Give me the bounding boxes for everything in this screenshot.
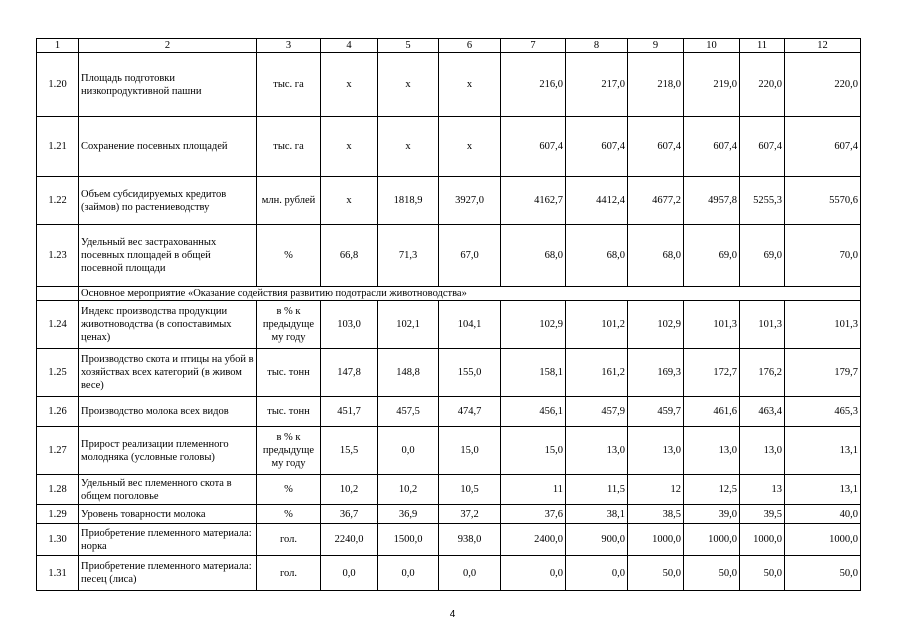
column-number-header: 8	[566, 39, 628, 53]
value-cell: 13,1	[785, 475, 861, 505]
table-row	[37, 117, 861, 177]
value-cell: 68,0	[628, 225, 684, 287]
value-cell: 0,0	[321, 556, 378, 591]
value-cell: 50,0	[628, 556, 684, 591]
value-cell: 938,0	[439, 524, 501, 556]
column-number-header: 3	[257, 39, 321, 53]
indicator-name: Производство скота и птицы на убой в хозяйствах всех категорий (в живом весе)	[79, 349, 257, 397]
table-row	[37, 475, 861, 505]
value-cell: 161,2	[566, 349, 628, 397]
value-cell: 459,7	[628, 397, 684, 427]
column-number-header: 2	[79, 39, 257, 53]
value-cell: 217,0	[566, 53, 628, 117]
value-cell: 103,0	[321, 301, 378, 349]
indicator-name: Объем субсидируемых кредитов (займов) по растениеводству	[79, 177, 257, 225]
value-cell: 465,3	[785, 397, 861, 427]
value-cell: 607,4	[740, 117, 785, 177]
value-cell: 179,7	[785, 349, 861, 397]
value-cell: 461,6	[684, 397, 740, 427]
value-cell: 15,0	[439, 427, 501, 475]
value-cell: 220,0	[785, 53, 861, 117]
table-row	[37, 427, 861, 475]
section-row	[37, 287, 861, 301]
indicator-name: Площадь подготовки низкопродуктивной пашни	[79, 53, 257, 117]
indicator-name: Индекс производства продукции животноводства (в сопоставимых ценах)	[79, 301, 257, 349]
row-number: 1.31	[37, 556, 79, 591]
value-cell: 101,3	[740, 301, 785, 349]
column-number-header: 11	[740, 39, 785, 53]
value-cell: 2400,0	[501, 524, 566, 556]
value-cell: 37,6	[501, 505, 566, 524]
value-cell: 50,0	[740, 556, 785, 591]
value-cell: 39,0	[684, 505, 740, 524]
value-cell: 68,0	[566, 225, 628, 287]
value-cell: 10,2	[321, 475, 378, 505]
value-cell: 0,0	[501, 556, 566, 591]
value-cell: 12	[628, 475, 684, 505]
value-cell: 15,0	[501, 427, 566, 475]
unit-cell: гол.	[257, 524, 321, 556]
column-number-row	[37, 39, 861, 53]
value-cell: 0,0	[439, 556, 501, 591]
value-cell: 13	[740, 475, 785, 505]
unit-cell: %	[257, 505, 321, 524]
unit-cell: млн. рублей	[257, 177, 321, 225]
value-cell: 155,0	[439, 349, 501, 397]
row-number: 1.29	[37, 505, 79, 524]
row-number: 1.30	[37, 524, 79, 556]
value-cell: 176,2	[740, 349, 785, 397]
value-cell: 148,8	[378, 349, 439, 397]
value-cell: 69,0	[740, 225, 785, 287]
value-cell: x	[378, 117, 439, 177]
table-row	[37, 349, 861, 397]
value-cell: x	[439, 117, 501, 177]
indicator-name: Сохранение посевных площадей	[79, 117, 257, 177]
unit-cell: тыс. тонн	[257, 349, 321, 397]
value-cell: 1000,0	[740, 524, 785, 556]
table-row	[37, 556, 861, 591]
unit-cell: тыс. тонн	[257, 397, 321, 427]
value-cell: 220,0	[740, 53, 785, 117]
value-cell: 36,9	[378, 505, 439, 524]
unit-cell: в % к предыдуще му году	[257, 301, 321, 349]
value-cell: 40,0	[785, 505, 861, 524]
value-cell: 1000,0	[785, 524, 861, 556]
indicator-name: Удельный вес племенного скота в общем поголовье	[79, 475, 257, 505]
unit-cell: %	[257, 225, 321, 287]
value-cell: 67,0	[439, 225, 501, 287]
unit-cell: в % к предыдуще му году	[257, 427, 321, 475]
value-cell: 13,0	[684, 427, 740, 475]
value-cell: 13,0	[566, 427, 628, 475]
row-number: 1.22	[37, 177, 79, 225]
table-row	[37, 177, 861, 225]
value-cell: 607,4	[501, 117, 566, 177]
value-cell: 463,4	[740, 397, 785, 427]
value-cell: 1000,0	[684, 524, 740, 556]
value-cell: 50,0	[785, 556, 861, 591]
table-row	[37, 505, 861, 524]
value-cell: 101,2	[566, 301, 628, 349]
indicator-name: Приобретение племенного материала: песец (лиса)	[79, 556, 257, 591]
value-cell: 456,1	[501, 397, 566, 427]
value-cell: 607,4	[566, 117, 628, 177]
value-cell: x	[439, 53, 501, 117]
value-cell: 218,0	[628, 53, 684, 117]
unit-cell: тыс. га	[257, 53, 321, 117]
value-cell: 216,0	[501, 53, 566, 117]
value-cell: 13,0	[628, 427, 684, 475]
value-cell: 102,1	[378, 301, 439, 349]
column-number-header: 1	[37, 39, 79, 53]
row-number: 1.26	[37, 397, 79, 427]
value-cell: 457,9	[566, 397, 628, 427]
table-row	[37, 524, 861, 556]
unit-cell: %	[257, 475, 321, 505]
indicator-name: Производство молока всех видов	[79, 397, 257, 427]
value-cell: 4162,7	[501, 177, 566, 225]
value-cell: x	[321, 117, 378, 177]
value-cell: 457,5	[378, 397, 439, 427]
indicators-table	[36, 38, 861, 591]
value-cell: 1500,0	[378, 524, 439, 556]
value-cell: 4677,2	[628, 177, 684, 225]
value-cell: 101,3	[684, 301, 740, 349]
value-cell: 38,1	[566, 505, 628, 524]
table-row	[37, 397, 861, 427]
value-cell: 69,0	[684, 225, 740, 287]
value-cell: 3927,0	[439, 177, 501, 225]
value-cell: 68,0	[501, 225, 566, 287]
value-cell: 101,3	[785, 301, 861, 349]
row-number: 1.25	[37, 349, 79, 397]
row-number: 1.20	[37, 53, 79, 117]
row-number: 1.21	[37, 117, 79, 177]
value-cell: 4412,4	[566, 177, 628, 225]
value-cell: 172,7	[684, 349, 740, 397]
table-row	[37, 53, 861, 117]
column-number-header: 6	[439, 39, 501, 53]
value-cell: 900,0	[566, 524, 628, 556]
value-cell: x	[321, 53, 378, 117]
value-cell: 102,9	[628, 301, 684, 349]
value-cell: 102,9	[501, 301, 566, 349]
column-number-header: 5	[378, 39, 439, 53]
value-cell: 38,5	[628, 505, 684, 524]
indicator-name: Прирост реализации племенного молодняка (условные головы)	[79, 427, 257, 475]
section-number-cell	[37, 287, 79, 301]
value-cell: 39,5	[740, 505, 785, 524]
value-cell: 37,2	[439, 505, 501, 524]
value-cell: 70,0	[785, 225, 861, 287]
indicator-name: Уровень товарности молока	[79, 505, 257, 524]
table-row	[37, 225, 861, 287]
value-cell: 11	[501, 475, 566, 505]
value-cell: 12,5	[684, 475, 740, 505]
value-cell: 474,7	[439, 397, 501, 427]
value-cell: x	[378, 53, 439, 117]
unit-cell: гол.	[257, 556, 321, 591]
value-cell: 2240,0	[321, 524, 378, 556]
value-cell: x	[321, 177, 378, 225]
page-number: 4	[449, 609, 456, 620]
section-title: Основное мероприятие «Оказание содействия развитию подотрасли животноводства»	[79, 287, 861, 301]
value-cell: 451,7	[321, 397, 378, 427]
column-number-header: 10	[684, 39, 740, 53]
value-cell: 607,4	[684, 117, 740, 177]
value-cell: 5570,6	[785, 177, 861, 225]
value-cell: 1000,0	[628, 524, 684, 556]
column-number-header: 4	[321, 39, 378, 53]
indicator-name: Удельный вес застрахованных посевных площадей в общей посевной площади	[79, 225, 257, 287]
value-cell: 219,0	[684, 53, 740, 117]
row-number: 1.24	[37, 301, 79, 349]
row-number: 1.23	[37, 225, 79, 287]
row-number: 1.27	[37, 427, 79, 475]
value-cell: 169,3	[628, 349, 684, 397]
value-cell: 11,5	[566, 475, 628, 505]
value-cell: 104,1	[439, 301, 501, 349]
value-cell: 1818,9	[378, 177, 439, 225]
table-row	[37, 301, 861, 349]
column-number-header: 12	[785, 39, 861, 53]
value-cell: 66,8	[321, 225, 378, 287]
value-cell: 0,0	[378, 556, 439, 591]
value-cell: 147,8	[321, 349, 378, 397]
value-cell: 158,1	[501, 349, 566, 397]
indicator-name: Приобретение племенного материала: норка	[79, 524, 257, 556]
value-cell: 71,3	[378, 225, 439, 287]
value-cell: 15,5	[321, 427, 378, 475]
value-cell: 0,0	[378, 427, 439, 475]
value-cell: 13,1	[785, 427, 861, 475]
value-cell: 10,5	[439, 475, 501, 505]
unit-cell: тыс. га	[257, 117, 321, 177]
value-cell: 36,7	[321, 505, 378, 524]
value-cell: 607,4	[628, 117, 684, 177]
value-cell: 10,2	[378, 475, 439, 505]
value-cell: 4957,8	[684, 177, 740, 225]
row-number: 1.28	[37, 475, 79, 505]
column-number-header: 7	[501, 39, 566, 53]
value-cell: 607,4	[785, 117, 861, 177]
value-cell: 13,0	[740, 427, 785, 475]
column-number-header: 9	[628, 39, 684, 53]
value-cell: 50,0	[684, 556, 740, 591]
value-cell: 5255,3	[740, 177, 785, 225]
value-cell: 0,0	[566, 556, 628, 591]
